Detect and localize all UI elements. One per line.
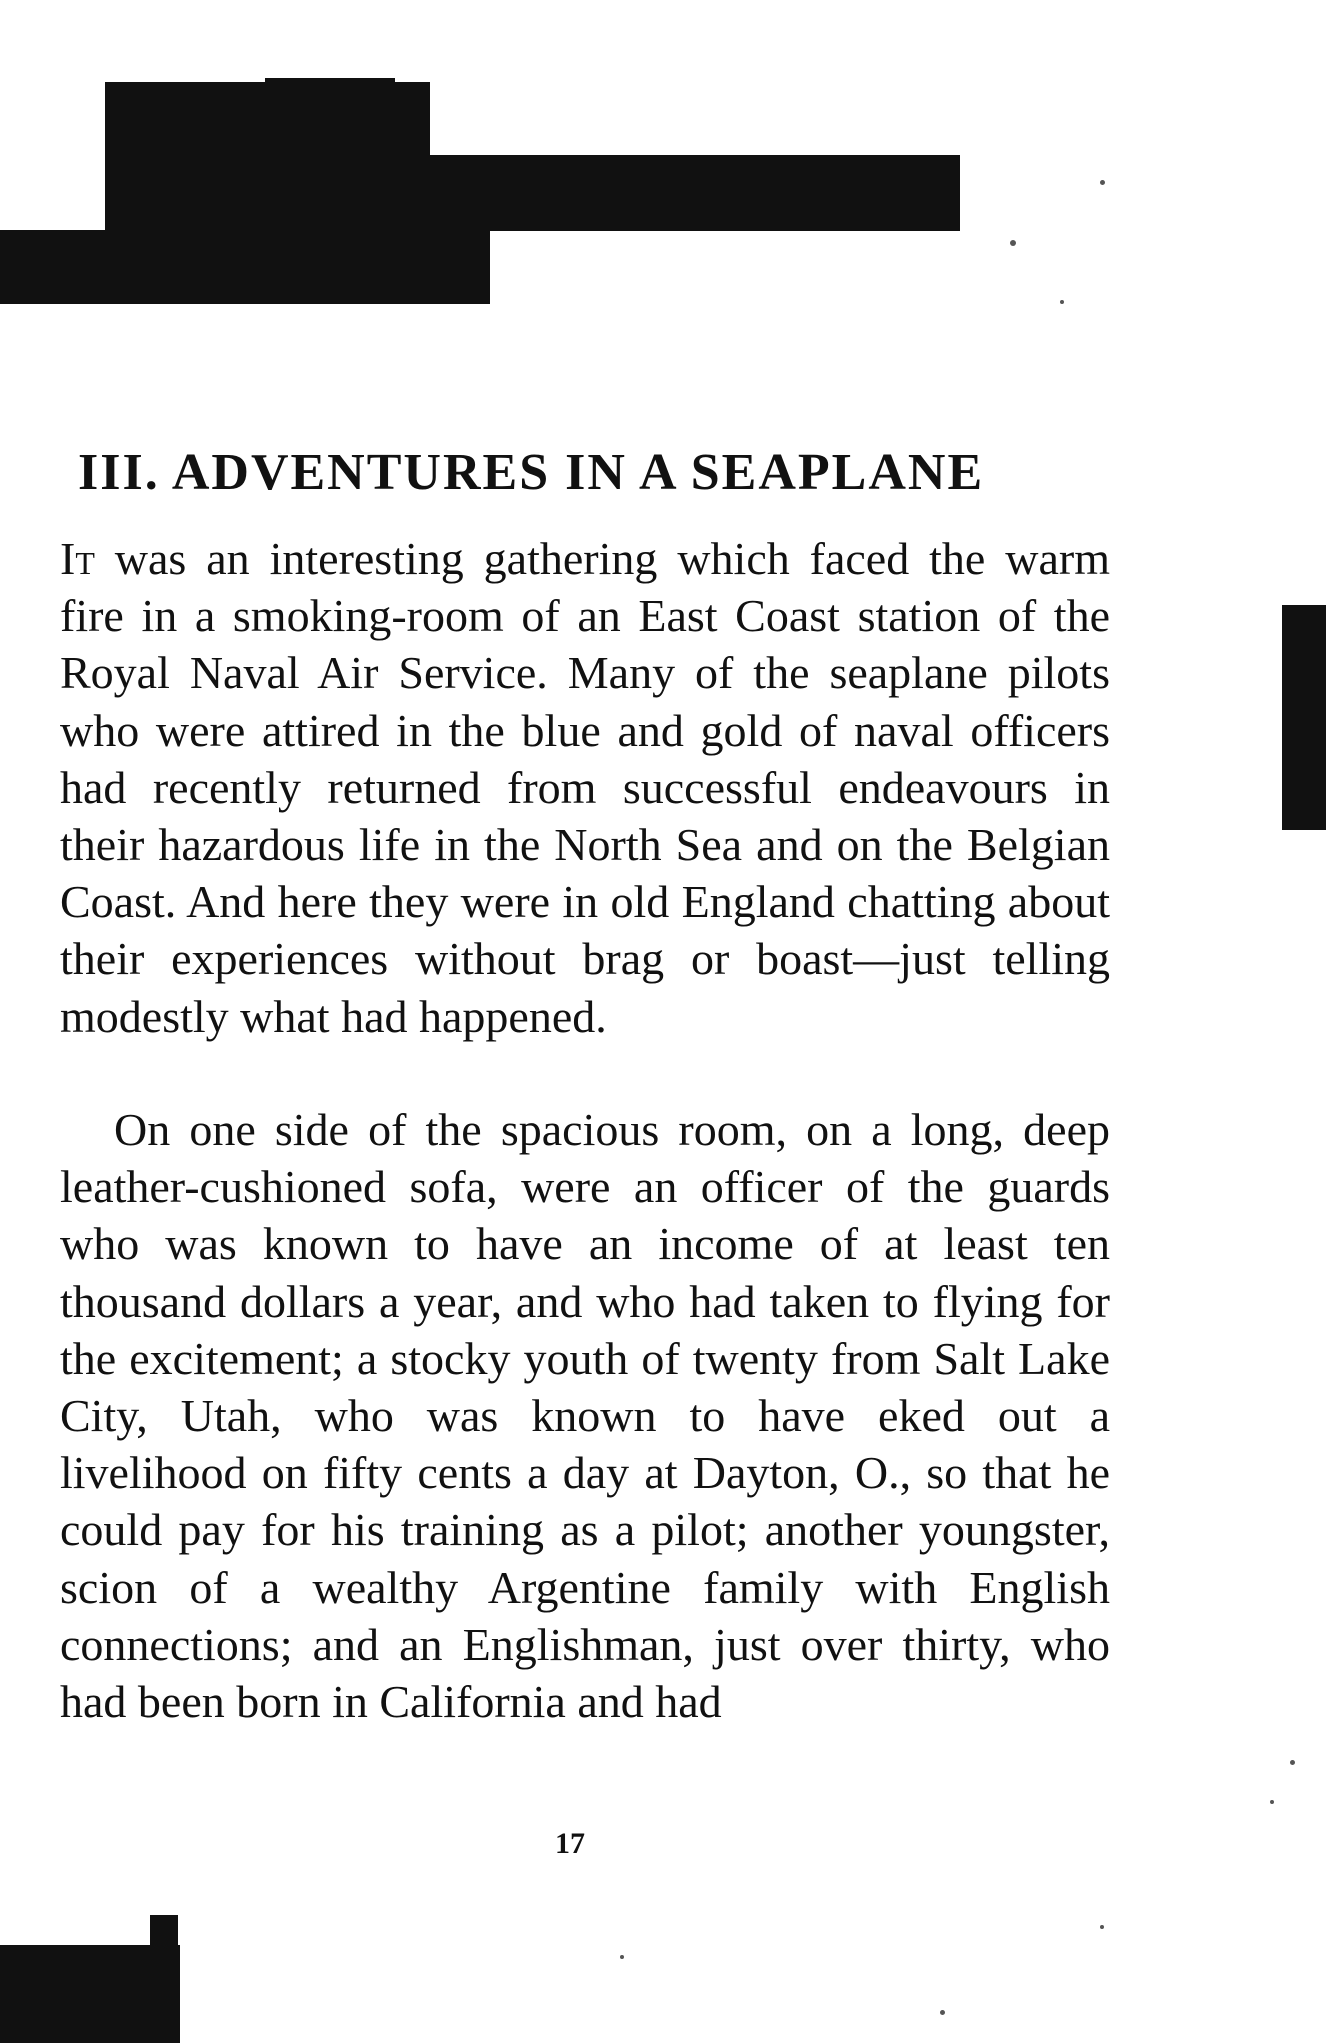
paragraph-text: was an interesting gathering which faced the warm fire in a smoking-room of an East Coast station of the Royal Naval Air Service. Many of the seaplane pilots who were attired in the blue and gold of naval officers had recently returned from successful endeavours in their hazardous life in the North Sea and on the Belgian Coast. And here they were in old England chatting about their experiences without brag or boast—just telling modestly what had happened. bbox=[60, 533, 1110, 1042]
scan-speckle bbox=[620, 1955, 624, 1959]
margin-ornament bbox=[1282, 605, 1326, 830]
scan-speckle bbox=[1010, 240, 1016, 246]
header-ornament bbox=[265, 78, 395, 118]
scan-speckle bbox=[1100, 180, 1105, 185]
scan-speckle bbox=[1100, 1925, 1104, 1929]
footer-ornament bbox=[150, 1915, 178, 2043]
chapter-title: III. ADVENTURES IN A SEAPLANE bbox=[78, 443, 985, 501]
header-ornament bbox=[395, 155, 960, 231]
page-number: 17 bbox=[555, 1827, 585, 1860]
body-paragraph bbox=[60, 530, 1110, 1045]
drop-lead-word: It bbox=[60, 533, 95, 584]
scan-speckle bbox=[1270, 1800, 1274, 1804]
scan-speckle bbox=[1060, 300, 1064, 304]
body-paragraph: On one side of the spacious room, on a long, deep leather-cushioned sofa, were an officer of the guards who was known to have an income of at least ten thousand dollars a year, and who had taken to flying for the excitement; a stocky youth of twenty from Salt Lake City, Utah, who was known to have eked out a livelihood on fifty cents a day at Dayton, O., so that he could pay for his training as a pilot; another youngster, scion of a wealthy Argentine family with English connections; and an Englishman, just over thirty, who had been born in California and had bbox=[60, 1104, 1110, 1728]
scan-speckle bbox=[1290, 1760, 1295, 1765]
scan-speckle bbox=[940, 2010, 945, 2015]
